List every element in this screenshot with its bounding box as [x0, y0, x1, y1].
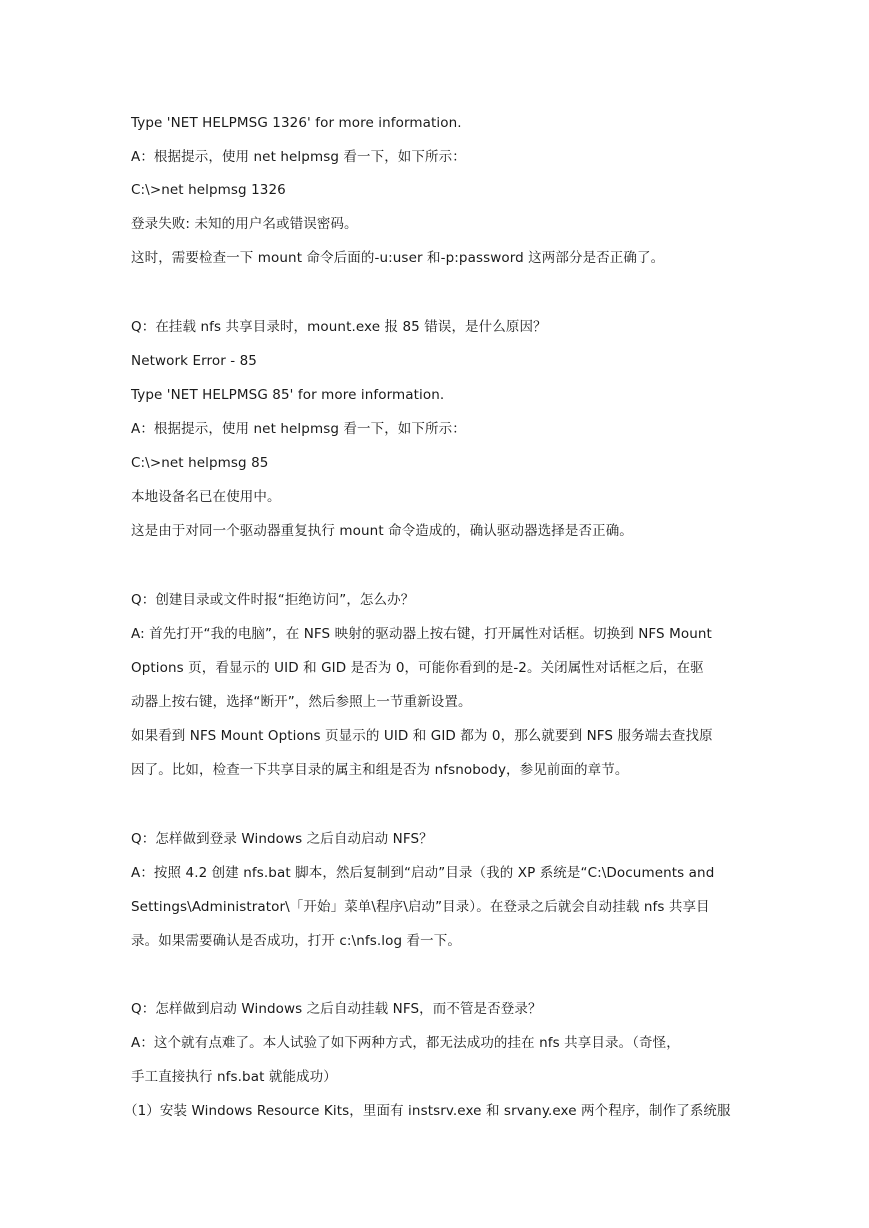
text-line: Options 页，看显示的 UID 和 GID 是否为 0，可能你看到的是-2。关闭属性对话框之后，在驱 [131, 660, 704, 676]
text-line: 如果看到 NFS Mount Options 页显示的 UID 和 GID 都为 0，那么就要到 NFS 服务端去查找原 [131, 728, 713, 744]
text-line: Type 'NET HELPMSG 1326' for more information. [131, 115, 462, 131]
question-heading: Q：怎样做到登录 Windows 之后自动启动 NFS？ [131, 831, 433, 847]
text-line: 本地设备名已在使用中。 [131, 489, 281, 505]
text-line: 这时，需要检查一下 mount 命令后面的-u:user 和-p:password 这两部分是否正确了。 [131, 250, 665, 266]
text-line: A：这个就有点难了。本人试验了如下两种方式，都无法成功的挂在 nfs 共享目录。（奇怪， [131, 1035, 680, 1051]
text-line: Network Error - 85 [131, 353, 257, 369]
text-line: A：按照 4.2 创建 nfs.bat 脚本，然后复制到“启动”目录（我的 XP 系统是“C:\Documents and [131, 865, 715, 881]
text-line: Settings\Administrator\「开始」菜单\程序\启动”目录）。在登录之后就会自动挂载 nfs 共享目 [131, 899, 710, 915]
text-line: 这是由于对同一个驱动器重复执行 mount 命令造成的，确认驱动器选择是否正确。 [131, 523, 633, 539]
question-heading: Q：创建目录或文件时报“拒绝访问”，怎么办？ [131, 592, 415, 608]
text-line: 因了。比如，检查一下共享目录的属主和组是否为 nfsnobody，参见前面的章节。 [131, 762, 629, 778]
text-line: 录。如果需要确认是否成功，打开 c:\nfs.log 看一下。 [131, 933, 461, 949]
text-line: C:\>net helpmsg 1326 [131, 182, 286, 198]
text-line: 登录失败: 未知的用户名或错误密码。 [131, 216, 358, 232]
text-line: （1）安装 Windows Resource Kits，里面有 instsrv.exe 和 srvany.exe 两个程序，制作了系统服 [124, 1103, 731, 1119]
text-line: 手工直接执行 nfs.bat 就能成功） [131, 1069, 337, 1085]
text-line: Type 'NET HELPMSG 85' for more information. [131, 387, 445, 403]
text-line: A：根据提示，使用 net helpmsg 看一下，如下所示： [131, 421, 466, 437]
text-line: 动器上按右键，选择“断开”，然后参照上一节重新设置。 [131, 694, 472, 710]
question-heading: Q：在挂载 nfs 共享目录时，mount.exe 报 85 错误，是什么原因？ [131, 319, 547, 335]
text-line: A：根据提示，使用 net helpmsg 看一下，如下所示： [131, 149, 466, 165]
text-line: A: 首先打开“我的电脑”，在 NFS 映射的驱动器上按右键，打开属性对话框。切换到 NFS Mount [131, 626, 712, 642]
text-line: C:\>net helpmsg 85 [131, 455, 269, 471]
question-heading: Q：怎样做到启动 Windows 之后自动挂载 NFS，而不管是否登录？ [131, 1001, 542, 1017]
